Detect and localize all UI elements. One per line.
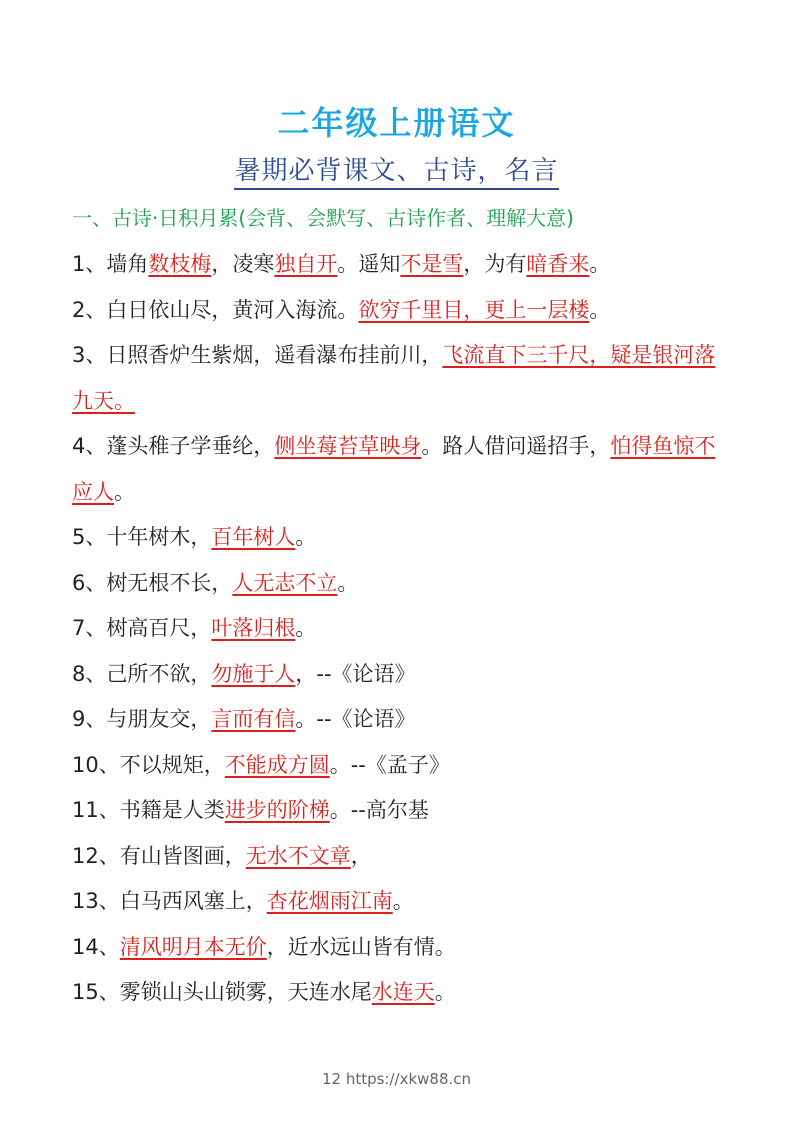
answer-text: 清风明月本无价 bbox=[119, 934, 267, 959]
list-item: 1、墙角数枝梅，凌寒独自开。遥知不是雪，为有暗香来。 bbox=[72, 252, 611, 276]
list-item: 13、白马西风塞上，杏花烟雨江南。 bbox=[72, 889, 414, 913]
answer-text: 杏花烟雨江南 bbox=[266, 889, 393, 913]
page-footer: 12 https://xkw88.cn bbox=[321, 1070, 472, 1088]
answer-text: 不能成方圆 bbox=[224, 752, 330, 777]
list-item: 15、雾锁山头山锁雾，天连水尾水连天。 bbox=[72, 980, 456, 1004]
list-item: 14、清风明月本无价，近水远山皆有情。 bbox=[72, 934, 456, 959]
subtitle-text: 暑期必背课文、古诗，名言 bbox=[234, 156, 558, 190]
answer-text: 百年树人 bbox=[211, 525, 296, 549]
answer-text: 侧坐莓苔草映身 bbox=[274, 434, 422, 458]
answer-text: 人无志不立 bbox=[232, 570, 338, 595]
answer-text: 勿施于人 bbox=[211, 661, 296, 686]
list-item: 3、日照香炉生紫烟，遥看瀑布挂前川，飞流直下三千尺，疑是银河落九天。 bbox=[72, 343, 716, 413]
answer-text: 暗香来 bbox=[526, 252, 590, 276]
list-item: 10、不以规矩，不能成方圆。--《孟子》 bbox=[72, 752, 450, 777]
answer-text: 言而有信 bbox=[211, 707, 296, 731]
answer-text: 独自开 bbox=[274, 252, 338, 276]
list-item: 2、白日依山尽，黄河入海流。欲穷千里目，更上一层楼。 bbox=[72, 297, 611, 322]
list-item: 8、己所不欲，勿施于人，--《论语》 bbox=[72, 661, 416, 686]
page-title: 二年级上册语文 bbox=[277, 104, 516, 142]
list-item: 4、蓬头稚子学垂纶，侧坐莓苔草映身。路人借问遥招手，怕得鱼惊不应人。 bbox=[72, 434, 716, 504]
answer-text: 怕得鱼惊不应人 bbox=[72, 434, 716, 504]
answer-text: 进步的阶梯 bbox=[224, 798, 330, 822]
answer-text: 不是雪 bbox=[400, 252, 464, 276]
answer-text: 数枝梅 bbox=[148, 252, 212, 276]
list-item: 6、树无根不长，人无志不立。 bbox=[72, 570, 359, 595]
recitation-list bbox=[72, 242, 732, 1016]
list-item: 9、与朋友交，言而有信。--《论语》 bbox=[72, 707, 416, 731]
section-heading: 一、古诗·日积月累(会背、会默写、古诗作者、理解大意) bbox=[72, 206, 574, 230]
list-item: 11、书籍是人类进步的阶梯。--高尔基 bbox=[72, 798, 429, 822]
answer-text: 欲穷千里目，更上一层楼 bbox=[358, 297, 590, 322]
answer-text: 叶落归根 bbox=[211, 616, 296, 640]
answer-text: 无水不文章 bbox=[245, 843, 351, 868]
page-subtitle bbox=[0, 150, 793, 187]
list-item: 5、十年树木，百年树人。 bbox=[72, 525, 317, 549]
answer-text: 水连天 bbox=[371, 980, 435, 1004]
answer-text: 飞流直下三千尺，疑是银河落九天。 bbox=[72, 343, 716, 413]
list-item: 12、有山皆图画，无水不文章， bbox=[72, 843, 372, 868]
list-item: 7、树高百尺，叶落归根。 bbox=[72, 616, 317, 640]
